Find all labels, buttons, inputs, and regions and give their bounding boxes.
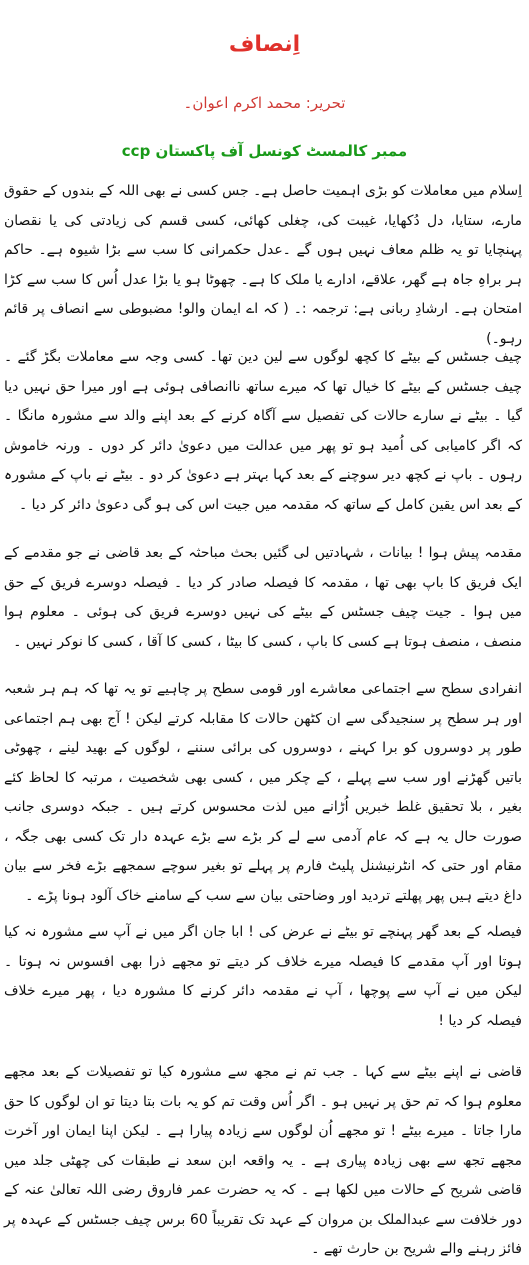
paragraph-2: چیف جسٹس کے بیٹے کا کچھ لوگوں سے لین دین تھا۔ کسی وجہ سے معاملات بگڑ گئے ۔ چیف جسٹس کے بیٹے کا خیال تھا کہ میرے ساتھ ناانصافی ہوئی ہے اور میرا حق نہیں دیا گیا ۔ بیٹے نے سارے حالات کی تفصیل سے آگاہ کرنے کے بعد اپنے والد سے مشورہ مانگا ۔ کہ اگر کامیابی کی اُمید ہو تو پھر میں عدالت میں دعویٰ دائر کر دوں ۔ ورنہ خاموش رہوں ۔ باپ نے کچھ دیر سوچنے کے بعد کہا بہتر ہے دعویٰ کر دو ۔ بیٹے نے باپ کے مشورہ کے بعد اس یقین کامل کے ساتھ کہ مقدمہ میں جیت اس کی ہو گی دعویٰ دائر کر دیا ۔ [4, 349, 522, 513]
author-line: تحریر: محمد اکرم اعوان۔ [183, 94, 346, 112]
paragraph-4: انفرادی سطح سے اجتماعی معاشرے اور قومی سطح پر چاہیے تو یہ تھا کہ ہم ہر شعبہ اور ہر سطح پر سنجیدگی سے ان کٹھن حالات کا مقابلہ کرتے لیکن ! آج بھی ہم اجتماعی طور پر دوسروں کو برا کہنے ، دوسروں کی برائی سننے ، لوگوں کے بھید لینے ، چھوٹی باتیں گھڑنے اور سب سے پہلے ، کے چکر میں ، کسی بھی شخصیت ، مرتبہ کا لحاظ کئے بغیر ، بلا تحقیق غلط خبریں اُڑانے میں لذت محسوس کرتے ہیں ۔ جبکہ دوسری جانب صورت حال یہ ہے کہ عام آدمی سے لے کر بڑے سے بڑے عہدہ دار تک کسی بھی جگہ ، مقام اور حتی کہ انٹرنیشنل پلیٹ فارم پر پہلے تو بغیر سوچے سمجھے بڑے فخر سے بیان داغ دیتے ہیں پھر پھلتے تردید اور وضاحتی بیان سے سب کے سامنے خاک آلود ہونا پڑے ۔ [4, 681, 522, 904]
member-line: ممبر کالمسٹ کونسل آف پاکستان ccp [121, 142, 408, 160]
paragraph-1: اِسلام میں معاملات کو بڑی اہمیت حاصل ہے۔ جس کسی نے بھی اللہ کے بندوں کے حقوق مارے، ستایا، دل دُکھایا، غیبت کی، چغلی کھائی، کسی قسم کی زیادتی کی یا نقصان پہنچایا تو یہ ظلم معاف نہیں ہوں گے ۔عدل حکمرانی کا سب سے بڑا شیوہ ہے۔ حاکم ہر براہِ جاہ ہے گھر، علاقے، ادارے یا ملک کا ہے۔ چھوٹا ہو یا بڑا عدل اُس کا سب سے کڑا امتحان ہے۔ ارشادِ ربانی ہے: ترجمہ :۔ ( کہ اے ایمان والو! مضبوطی سے انصاف پر قائم رہو۔) [4, 183, 522, 347]
paragraph-5: فیصلہ کے بعد گھر پہنچے تو بیٹے نے عرض کی ! ابا جان اگر میں نے آپ سے مشورہ نہ کیا ہوتا اور آپ مقدمے کا فیصلہ میرے خلاف کر دیتے تو مجھے ذرا بھی افسوس نہ ہوتا ۔ لیکن میں نے آپ سے پوچھا ، آپ نے مقدمہ دائر کرنے کا مشورہ دیا ، پھر میرے خلاف فیصلہ کر دیا ! [4, 924, 522, 1029]
paragraph-3: مقدمہ پیش ہوا ! بیانات ، شہادتیں لی گئیں بحث مباحثہ کے بعد قاضی نے جو مقدمے کے ایک فریق کا باپ بھی تھا ، مقدمہ کا فیصلہ صادر کر دیا ۔ فیصلہ دوسرے فریق کے حق میں ہوا ۔ جیت چیف جسٹس کے بیٹے کی نہیں دوسرے فریق کی ہوئی ۔ معلوم ہوا منصف ، منصف ہوتا ہے کسی کا باپ ، کسی کا بیٹا ، کسی کا آقا ، کسی کا نوکر نہیں ۔ [4, 545, 522, 650]
paragraph-6: قاضی نے اپنے بیٹے سے کہا ۔ جب تم نے مجھ سے مشورہ کیا تو تفصیلات کے بعد مجھے معلوم ہوا کہ تم حق پر نہیں ہو ۔ اگر اُس وقت تم کو یہ بات بتا دیتا تو ان لوگوں کا حق مارا جاتا ۔ میرے بیٹے ! تو مجھے اُن لوگوں سے زیادہ پیارا ہے ۔ لیکن اپنا ایمان اور آخرت مجھے تجھ سے بھی زیادہ پیاری ہے ۔ یہ واقعہ ابن سعد نے طبقات کی چھٹی جلد میں قاضی شریح کے حالات میں لکھا ہے ۔ کہ یہ حضرت عمر فاروق رضی اللہ تعالیٰ عنہ کے دور خلافت سے عبدالملک بن مروان کے عہد تک تقریباً 60 برس چیف جسٹس کے عہدہ پر فائز رہنے والے شریح بن حارث تھے ۔ [4, 1064, 522, 1257]
article-title: اِنصاف [228, 32, 301, 57]
